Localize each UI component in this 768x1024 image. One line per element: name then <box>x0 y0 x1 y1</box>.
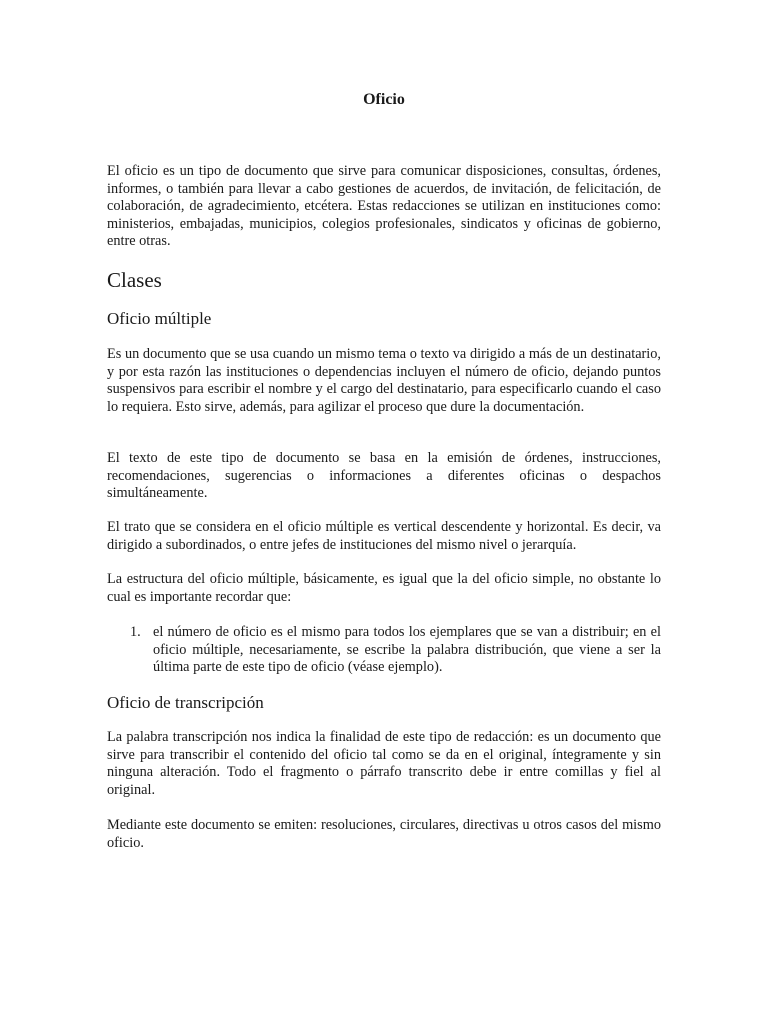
list-item-number: 1. <box>130 624 141 640</box>
list-item-text: el número de oficio es el mismo para todos los ejemplares que se van a distribuir; en el oficio múltiple, necesariamente, se escribe la palabra distribución, que viene a ser la última parte de este tipo de oficio (véase ejemplo). <box>153 624 661 675</box>
transcripcion-paragraph-2-block <box>107 817 661 852</box>
multiple-numbered-list <box>130 624 661 677</box>
multiple-paragraph-1-block <box>107 346 661 416</box>
list-item <box>130 624 661 677</box>
transcripcion-paragraph-2: Mediante este documento se emiten: resoluciones, circulares, directivas u otros casos del mismo oficio. <box>107 817 661 851</box>
multiple-paragraph-2-block <box>107 450 661 503</box>
transcripcion-paragraph-1-block <box>107 729 661 799</box>
transcripcion-paragraph-1: La palabra transcripción nos indica la finalidad de este tipo de redacción: es un documento que sirve para transcribir el contenido del oficio tal como se da en el original, íntegramente y sin ninguna alteración. Todo el fragmento o párrafo transcrito debe ir entre comillas y fiel al original. <box>107 729 661 798</box>
subheading-oficio-transcripcion: Oficio de transcripción <box>107 693 264 712</box>
section-heading-clases: Clases <box>107 268 162 292</box>
subheading-oficio-multiple: Oficio múltiple <box>107 309 212 328</box>
multiple-paragraph-4-block <box>107 571 661 606</box>
multiple-paragraph-2: El texto de este tipo de documento se basa en la emisión de órdenes, instrucciones, recomendaciones, sugerencias o informaciones a diferentes oficinas o despachos simultáneamente. <box>107 450 661 501</box>
multiple-paragraph-1: Es un documento que se usa cuando un mismo tema o texto va dirigido a más de un destinatario, y por esta razón las instituciones o dependencias incluyen el número de oficio, dejando puntos suspensivos para escribir el nombre y el cargo del destinatario, para especificarlo cuando el caso lo requiera. Esto sirve, además, para agilizar el proceso que dure la documentación. <box>107 346 661 415</box>
multiple-paragraph-4: La estructura del oficio múltiple, básicamente, es igual que la del oficio simple, no obstante lo cual es importante recordar que: <box>107 571 661 605</box>
multiple-paragraph-3-block <box>107 519 661 554</box>
document-title: Oficio <box>363 91 405 108</box>
intro-paragraph-block <box>107 163 661 251</box>
multiple-paragraph-3: El trato que se considera en el oficio múltiple es vertical descendente y horizontal. Es decir, va dirigido a subordinados, o entre jefes de instituciones del mismo nivel o jerarquía. <box>107 519 661 553</box>
intro-paragraph: El oficio es un tipo de documento que sirve para comunicar disposiciones, consultas, órdenes, informes, o también para llevar a cabo gestiones de acuerdos, de invitación, de felicitación, de colaboración, de agradecimiento, etcétera. Estas redacciones se utilizan en instituciones como: ministerios, embajadas, municipios, colegios profesionales, sindicatos y oficinas de gobierno, entre otras. <box>107 163 661 249</box>
